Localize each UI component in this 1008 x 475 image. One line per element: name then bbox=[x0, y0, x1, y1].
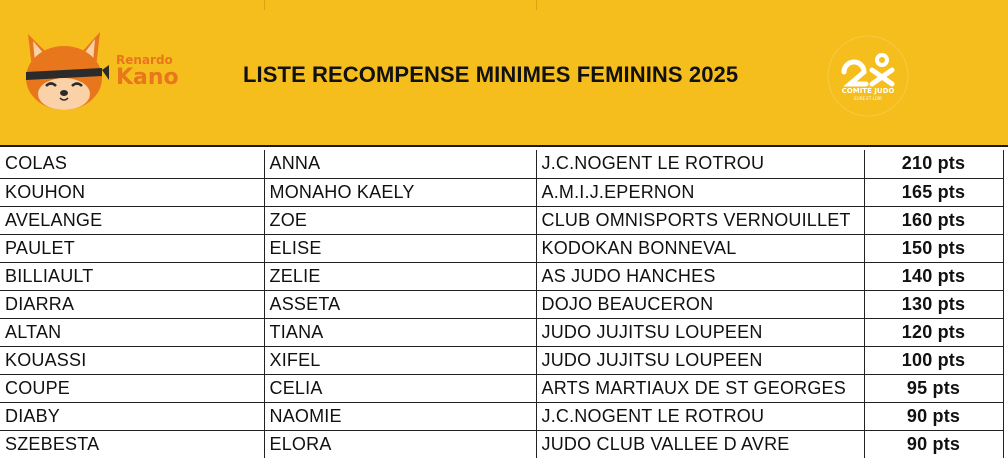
club-cell[interactable]: J.C.NOGENT LE ROTROU bbox=[536, 402, 864, 430]
points-cell[interactable]: 90 pts bbox=[864, 402, 1003, 430]
first-name-cell[interactable]: ASSETA bbox=[264, 290, 536, 318]
header-banner bbox=[0, 0, 1008, 147]
first-name-cell[interactable]: ZELIE bbox=[264, 262, 536, 290]
comite-judo-logo bbox=[826, 34, 910, 118]
table-row bbox=[0, 374, 1003, 402]
table-row bbox=[0, 262, 1003, 290]
grid-line bbox=[264, 0, 265, 10]
page-title: LISTE RECOMPENSE MINIMES FEMININS 2025 bbox=[243, 62, 739, 87]
club-cell[interactable]: J.C.NOGENT LE ROTROU bbox=[536, 150, 864, 178]
first-name-cell[interactable]: ELISE bbox=[264, 234, 536, 262]
last-name-cell[interactable]: KOUASSI bbox=[0, 346, 264, 374]
points-cell[interactable]: 150 pts bbox=[864, 234, 1003, 262]
club-cell[interactable]: CLUB OMNISPORTS VERNOUILLET bbox=[536, 206, 864, 234]
first-name-cell[interactable]: XIFEL bbox=[264, 346, 536, 374]
table-row bbox=[0, 346, 1003, 374]
points-cell[interactable]: 140 pts bbox=[864, 262, 1003, 290]
points-cell[interactable]: 95 pts bbox=[864, 374, 1003, 402]
club-cell[interactable]: A.M.I.J.EPERNON bbox=[536, 178, 864, 206]
last-name-cell[interactable]: DIARRA bbox=[0, 290, 264, 318]
table-row bbox=[0, 318, 1003, 346]
emblem-line-1: COMITÉ JUDO bbox=[841, 87, 895, 95]
last-name-cell[interactable]: KOUHON bbox=[0, 178, 264, 206]
table-row bbox=[0, 178, 1003, 206]
grid-line bbox=[536, 0, 537, 10]
first-name-cell[interactable]: MONAHO KAELY bbox=[264, 178, 536, 206]
first-name-cell[interactable]: ZOE bbox=[264, 206, 536, 234]
table-row bbox=[0, 234, 1003, 262]
first-name-cell[interactable]: TIANA bbox=[264, 318, 536, 346]
club-cell[interactable]: JUDO JUJITSU LOUPEEN bbox=[536, 346, 864, 374]
first-name-cell[interactable]: ELORA bbox=[264, 430, 536, 458]
points-cell[interactable]: 160 pts bbox=[864, 206, 1003, 234]
emblem-line-2: EURE ET LOIR bbox=[854, 96, 882, 101]
points-cell[interactable]: 120 pts bbox=[864, 318, 1003, 346]
rankings-table bbox=[0, 150, 1004, 458]
last-name-cell[interactable]: ALTAN bbox=[0, 318, 264, 346]
table-row bbox=[0, 150, 1003, 178]
first-name-cell[interactable]: CELIA bbox=[264, 374, 536, 402]
table-row bbox=[0, 290, 1003, 318]
table-row bbox=[0, 402, 1003, 430]
club-cell[interactable]: JUDO JUJITSU LOUPEEN bbox=[536, 318, 864, 346]
club-cell[interactable]: ARTS MARTIAUX DE ST GEORGES bbox=[536, 374, 864, 402]
points-cell[interactable]: 210 pts bbox=[864, 150, 1003, 178]
table-row bbox=[0, 430, 1003, 458]
last-name-cell[interactable]: COLAS bbox=[0, 150, 264, 178]
table-row bbox=[0, 206, 1003, 234]
club-cell[interactable]: AS JUDO HANCHES bbox=[536, 262, 864, 290]
last-name-cell[interactable]: DIABY bbox=[0, 402, 264, 430]
brand-line-2: Kano bbox=[116, 65, 179, 90]
points-cell[interactable]: 130 pts bbox=[864, 290, 1003, 318]
brand-line-1: Renardo bbox=[116, 53, 173, 67]
points-cell[interactable]: 100 pts bbox=[864, 346, 1003, 374]
comite-judo-emblem-icon bbox=[826, 34, 910, 118]
fox-mascot-icon bbox=[18, 28, 110, 114]
last-name-cell[interactable]: PAULET bbox=[0, 234, 264, 262]
last-name-cell[interactable]: SZEBESTA bbox=[5, 433, 100, 454]
points-cell[interactable]: 90 pts bbox=[864, 430, 1003, 458]
club-cell[interactable]: KODOKAN BONNEVAL bbox=[536, 234, 864, 262]
points-cell[interactable]: 165 pts bbox=[864, 178, 1003, 206]
club-cell[interactable]: DOJO BEAUCERON bbox=[536, 290, 864, 318]
brand-wordmark bbox=[116, 54, 179, 89]
first-name-cell[interactable]: ANNA bbox=[264, 150, 536, 178]
last-name-cell[interactable]: COUPE bbox=[0, 374, 264, 402]
last-name-cell[interactable]: BILLIAULT bbox=[0, 262, 264, 290]
last-name-cell[interactable]: AVELANGE bbox=[0, 206, 264, 234]
club-cell[interactable]: JUDO CLUB VALLEE D AVRE bbox=[536, 430, 864, 458]
first-name-cell[interactable]: NAOMIE bbox=[264, 402, 536, 430]
